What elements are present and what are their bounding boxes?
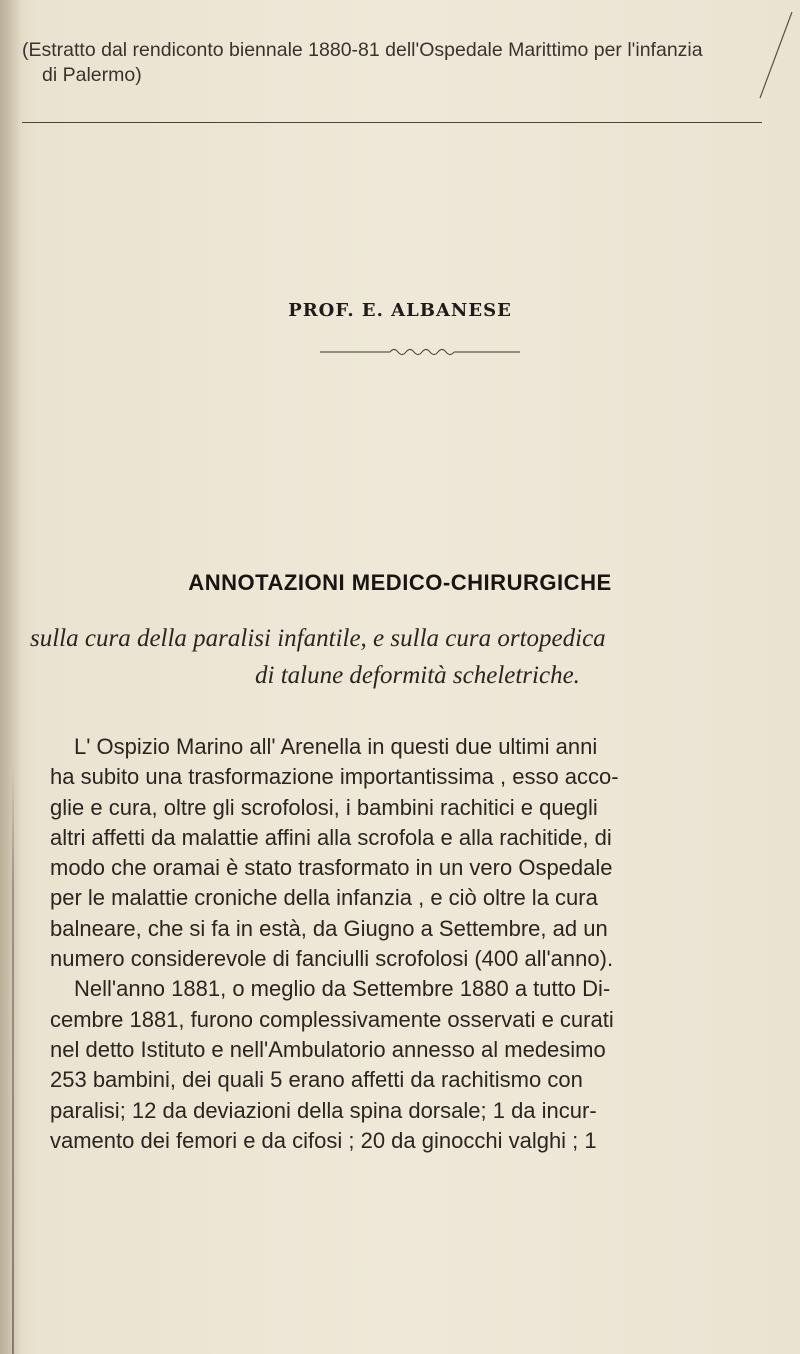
body-line: 253 bambini, dei quali 5 erano affetti da rachitismo con: [50, 1067, 583, 1093]
body-line: nel detto Istituto e nell'Ambulatorio annesso al medesimo: [50, 1036, 606, 1062]
main-title: ANNOTAZIONI MEDICO-CHIRURGICHE: [188, 570, 612, 595]
body-line: altri affetti da malattie affini alla scrofola e alla rachitide, di: [50, 824, 612, 850]
body-line: per le malattie croniche della infanzia , e ciò oltre la cura: [50, 885, 598, 911]
body-line: ha subito una trasformazione importantissima , esso acco-: [50, 764, 619, 790]
body-line: balneare, che si fa in està, da Giugno a Settembre, ad un: [50, 915, 608, 941]
subtitle-line2: di talune deformità scheletriche.: [255, 662, 580, 689]
body-line: numero considerevole di fanciulli scrofolosi (400 all'anno).: [50, 946, 614, 972]
ornament-divider: [320, 346, 520, 358]
binding-shadow: [0, 0, 22, 1354]
subtitle: [30, 620, 800, 694]
offprint-note: [22, 38, 782, 88]
subtitle-line1: sulla cura della paralisi infantile, e sulla cura ortopedica: [30, 625, 606, 652]
author-name: PROF. E. ALBANESE: [288, 300, 512, 321]
body-line: Nell'anno 1881, o meglio da Settembre 1880 a tutto Di-: [74, 976, 611, 1002]
body-line: cembre 1881, furono complessivamente osservati e curati: [50, 1006, 614, 1032]
header-rule: [22, 122, 762, 123]
body-line: modo che oramai è stato trasformato in un vero Ospedale: [50, 855, 613, 881]
body-line: glie e cura, oltre gli scrofolosi, i bambini rachitici e quegli: [50, 794, 598, 820]
offprint-note-line2: di Palermo): [42, 64, 142, 86]
offprint-note-line1: (Estratto dal rendiconto biennale 1880-81 dell'Ospedale Marittimo per l'infanzia: [22, 39, 703, 61]
body-line: paralisi; 12 da deviazioni della spina dorsale; 1 da incur-: [50, 1097, 597, 1123]
body-line: vamento dei femori e da cifosi ; 20 da ginocchi valghi ; 1: [50, 1127, 597, 1153]
body-line: L' Ospizio Marino all' Arenella in questi due ultimi anni: [74, 734, 598, 759]
body-paragraph: [50, 732, 800, 1156]
margin-shadow-line: [12, 770, 14, 1354]
